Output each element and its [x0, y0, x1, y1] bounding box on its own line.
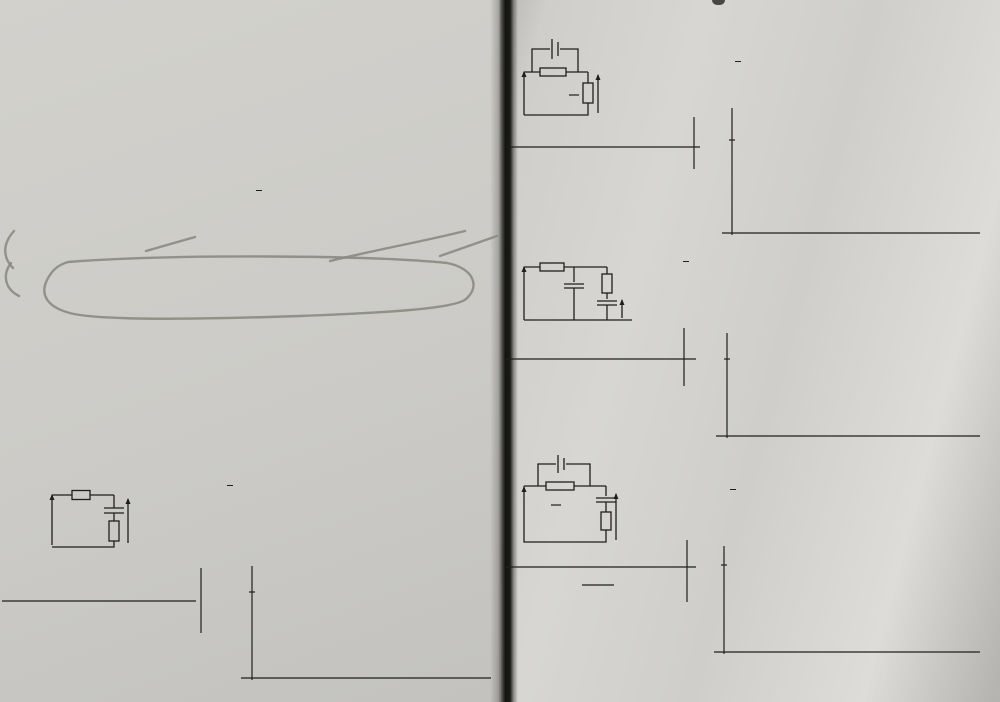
pen-stroke	[5, 231, 14, 268]
resistor	[583, 83, 593, 103]
pole-zero-diagram-b	[500, 103, 722, 181]
capacitor	[564, 267, 584, 320]
tf-denominator	[730, 490, 736, 491]
tf-fraction	[683, 260, 689, 263]
arrow-up-icon	[126, 498, 131, 504]
pen-stroke	[146, 237, 195, 251]
figure-caption	[512, 683, 994, 695]
rt-plot-b	[700, 103, 1000, 253]
wire	[52, 541, 114, 547]
transfer-function-d	[723, 488, 741, 491]
resistor	[109, 521, 119, 541]
transfer-function-b	[728, 60, 746, 63]
rt-plot-a	[225, 558, 505, 702]
transfer-function-c	[676, 260, 694, 263]
pen-stroke	[440, 236, 497, 256]
resistor	[540, 68, 566, 76]
tf-fraction	[735, 60, 741, 63]
arrow-up-icon	[614, 493, 619, 499]
tf-fraction	[730, 488, 736, 491]
rt-plot-c	[700, 328, 1000, 454]
capacitor-branch	[532, 39, 578, 72]
arrow-up-icon	[522, 486, 527, 492]
pole-zero-diagram-d	[500, 526, 725, 612]
resistor	[602, 274, 612, 293]
pen-stroke	[330, 231, 465, 261]
rt-plot-d	[700, 538, 1000, 676]
tf-fraction	[227, 484, 233, 487]
pole-zero-diagram-c	[500, 316, 725, 392]
resistor	[540, 263, 564, 271]
pole-zero-diagram-a	[0, 560, 230, 640]
capacitor	[596, 486, 616, 512]
tf-denominator	[735, 62, 741, 63]
capacitor	[104, 495, 124, 521]
circuit-a	[40, 483, 145, 563]
tf-denominator	[683, 262, 689, 263]
pen-loop	[44, 256, 473, 318]
arrow-up-icon	[596, 74, 601, 80]
resistor	[72, 491, 90, 500]
tf-denominator	[227, 486, 233, 487]
transfer-function-a	[220, 484, 238, 487]
resistor	[546, 482, 574, 490]
arrow-up-icon	[620, 299, 625, 305]
